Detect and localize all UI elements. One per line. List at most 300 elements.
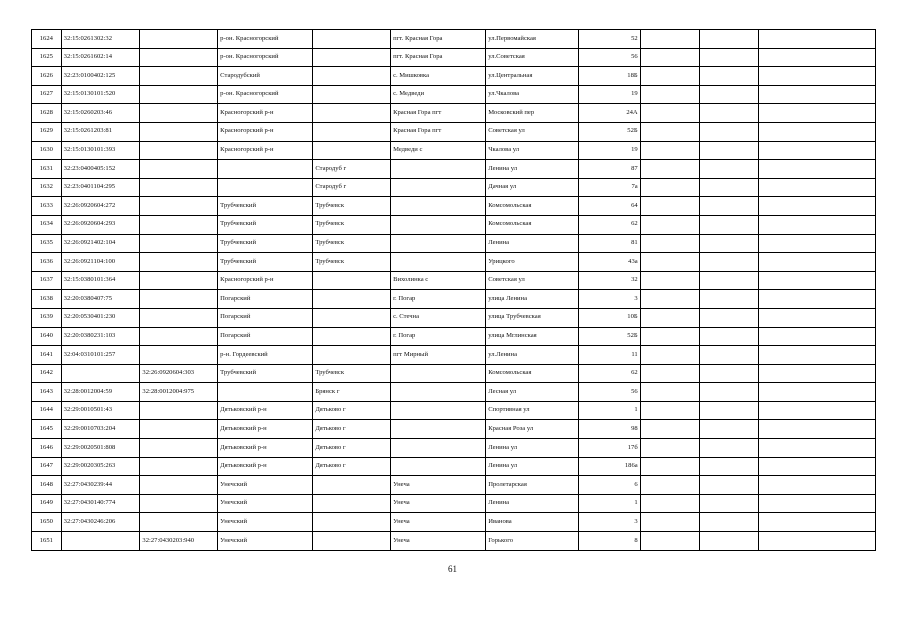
street-cell: ул.Центральная (486, 67, 579, 86)
table-body (32, 30, 876, 551)
row-number-cell: 1626 (32, 67, 62, 86)
settlement-cell: г. Погар (391, 290, 486, 309)
city-cell: Дятьково г (313, 457, 391, 476)
extra-col-2-cell (700, 346, 759, 365)
extra-col-1-cell (640, 253, 699, 272)
building-number-cell: 56 (579, 48, 640, 67)
cadastral-number-cell: 32:15:0260203:46 (61, 104, 140, 123)
table-row (32, 494, 876, 513)
street-cell: Урицкого (486, 253, 579, 272)
table-row (32, 327, 876, 346)
street-cell: Лесная ул (486, 383, 579, 402)
cadastral-number-2-cell (140, 401, 218, 420)
city-cell (313, 290, 391, 309)
extra-col-3-cell (759, 104, 876, 123)
row-number-cell: 1643 (32, 383, 62, 402)
table-row (32, 457, 876, 476)
city-cell: Брянск г (313, 383, 391, 402)
cadastral-number-2-cell: 32:27:0430203:940 (140, 532, 218, 551)
extra-col-2-cell (700, 439, 759, 458)
city-cell (313, 327, 391, 346)
building-number-cell: 62 (579, 364, 640, 383)
extra-col-3-cell (759, 122, 876, 141)
district-cell: Трубчевский (218, 215, 313, 234)
city-cell (313, 104, 391, 123)
district-cell: Дятьковский р-н (218, 401, 313, 420)
building-number-cell: 19 (579, 85, 640, 104)
extra-col-3-cell (759, 327, 876, 346)
extra-col-2-cell (700, 383, 759, 402)
street-cell: улица Мглинская (486, 327, 579, 346)
cadastral-number-2-cell (140, 197, 218, 216)
city-cell: Дятьково г (313, 401, 391, 420)
settlement-cell: Унеча (391, 532, 486, 551)
cadastral-number-2-cell (140, 30, 218, 49)
district-cell: Трубчевский (218, 197, 313, 216)
cadastral-number-cell: 32:15:0380101:364 (61, 271, 140, 290)
row-number-cell: 1627 (32, 85, 62, 104)
building-number-cell: 52 (579, 30, 640, 49)
street-cell: Красная Роза ул (486, 420, 579, 439)
table-row (32, 197, 876, 216)
table-row (32, 476, 876, 495)
building-number-cell: 43а (579, 253, 640, 272)
district-cell: Красногорский р-н (218, 271, 313, 290)
building-number-cell: 98 (579, 420, 640, 439)
building-number-cell: 17б (579, 439, 640, 458)
row-number-cell: 1625 (32, 48, 62, 67)
table-row (32, 401, 876, 420)
row-number-cell: 1651 (32, 532, 62, 551)
city-cell (313, 141, 391, 160)
street-cell: Комсомольская (486, 215, 579, 234)
city-cell (313, 346, 391, 365)
city-cell (313, 513, 391, 532)
extra-col-1-cell (640, 476, 699, 495)
extra-col-3-cell (759, 308, 876, 327)
street-cell: Комсомольская (486, 364, 579, 383)
extra-col-3-cell (759, 401, 876, 420)
extra-col-3-cell (759, 532, 876, 551)
cadastral-number-cell: 32:26:0921104:100 (61, 253, 140, 272)
city-cell: Трубчевск (313, 197, 391, 216)
cadastral-number-2-cell (140, 513, 218, 532)
extra-col-2-cell (700, 476, 759, 495)
street-cell: ул.Первомайская (486, 30, 579, 49)
extra-col-3-cell (759, 513, 876, 532)
cadastral-number-2-cell (140, 439, 218, 458)
extra-col-2-cell (700, 234, 759, 253)
row-number-cell: 1647 (32, 457, 62, 476)
cadastral-number-cell: 32:23:0400405:152 (61, 160, 140, 179)
table-row (32, 290, 876, 309)
cadastral-number-2-cell (140, 290, 218, 309)
district-cell: Унечский (218, 476, 313, 495)
street-cell: улица Ленина (486, 290, 579, 309)
cadastral-number-2-cell (140, 122, 218, 141)
street-cell: ул.Чкалова (486, 85, 579, 104)
cadastral-number-cell: 32:23:0100402:125 (61, 67, 140, 86)
extra-col-1-cell (640, 178, 699, 197)
street-cell: Ленина (486, 494, 579, 513)
table-row (32, 513, 876, 532)
settlement-cell: пгт. Красная Гора (391, 30, 486, 49)
settlement-cell: г. Погар (391, 327, 486, 346)
city-cell: Трубчевск (313, 253, 391, 272)
extra-col-2-cell (700, 197, 759, 216)
street-cell: Советская ул (486, 271, 579, 290)
row-number-cell: 1638 (32, 290, 62, 309)
extra-col-2-cell (700, 178, 759, 197)
settlement-cell (391, 178, 486, 197)
row-number-cell: 1645 (32, 420, 62, 439)
table-row (32, 420, 876, 439)
table-row (32, 532, 876, 551)
extra-col-2-cell (700, 457, 759, 476)
cadastral-number-cell: 32:15:0261302:32 (61, 30, 140, 49)
table-row (32, 346, 876, 365)
street-cell: Чкалова ул (486, 141, 579, 160)
cadastral-number-2-cell (140, 141, 218, 160)
cadastral-number-2-cell (140, 420, 218, 439)
cadastral-number-cell (61, 364, 140, 383)
cadastral-number-2-cell (140, 85, 218, 104)
building-number-cell: 10Б (579, 308, 640, 327)
city-cell (313, 271, 391, 290)
extra-col-2-cell (700, 327, 759, 346)
street-cell: Пролетарская (486, 476, 579, 495)
extra-col-2-cell (700, 30, 759, 49)
district-cell: р-он. Красногорский (218, 85, 313, 104)
row-number-cell: 1624 (32, 30, 62, 49)
cadastral-number-2-cell (140, 308, 218, 327)
street-cell: Ленина ул (486, 457, 579, 476)
building-number-cell: 32 (579, 271, 640, 290)
city-cell (313, 30, 391, 49)
table-row (32, 178, 876, 197)
table-row (32, 271, 876, 290)
extra-col-3-cell (759, 215, 876, 234)
extra-col-1-cell (640, 85, 699, 104)
extra-col-3-cell (759, 420, 876, 439)
settlement-cell: пгт Мирный (391, 346, 486, 365)
settlement-cell (391, 457, 486, 476)
settlement-cell (391, 401, 486, 420)
cadastral-number-2-cell (140, 48, 218, 67)
extra-col-1-cell (640, 271, 699, 290)
building-number-cell: 56 (579, 383, 640, 402)
building-number-cell: 11 (579, 346, 640, 365)
extra-col-1-cell (640, 401, 699, 420)
row-number-cell: 1633 (32, 197, 62, 216)
table-row (32, 30, 876, 49)
extra-col-2-cell (700, 364, 759, 383)
table-row (32, 383, 876, 402)
cadastral-number-cell: 32:15:0261602:14 (61, 48, 140, 67)
district-cell (218, 178, 313, 197)
row-number-cell: 1640 (32, 327, 62, 346)
row-number-cell: 1639 (32, 308, 62, 327)
settlement-cell: с. Стечна (391, 308, 486, 327)
street-cell: Спортивная ул (486, 401, 579, 420)
row-number-cell: 1632 (32, 178, 62, 197)
table-row (32, 141, 876, 160)
table-row (32, 104, 876, 123)
extra-col-3-cell (759, 253, 876, 272)
settlement-cell (391, 420, 486, 439)
settlement-cell: с. Мишковка (391, 67, 486, 86)
district-cell: Погарский (218, 327, 313, 346)
extra-col-1-cell (640, 215, 699, 234)
extra-col-3-cell (759, 234, 876, 253)
cadastral-number-cell: 32:15:0261203:81 (61, 122, 140, 141)
street-cell: Дачная ул (486, 178, 579, 197)
district-cell: Погарский (218, 290, 313, 309)
settlement-cell (391, 197, 486, 216)
page-number: 61 (448, 564, 457, 574)
cadastral-number-2-cell (140, 104, 218, 123)
extra-col-3-cell (759, 30, 876, 49)
district-cell: Стародубский (218, 67, 313, 86)
extra-col-1-cell (640, 327, 699, 346)
district-cell: Унечский (218, 532, 313, 551)
table-row (32, 160, 876, 179)
row-number-cell: 1631 (32, 160, 62, 179)
street-cell: ул.Ленина (486, 346, 579, 365)
street-cell: Московский пер (486, 104, 579, 123)
cadastral-number-cell: 32:29:0020501:808 (61, 439, 140, 458)
register-table (31, 29, 876, 551)
extra-col-1-cell (640, 383, 699, 402)
building-number-cell: 52Б (579, 122, 640, 141)
extra-col-1-cell (640, 457, 699, 476)
street-cell: Ленина (486, 234, 579, 253)
cadastral-number-cell: 32:26:0920604:272 (61, 197, 140, 216)
extra-col-1-cell (640, 532, 699, 551)
extra-col-2-cell (700, 48, 759, 67)
city-cell (313, 67, 391, 86)
building-number-cell: 62 (579, 215, 640, 234)
table-row (32, 253, 876, 272)
cadastral-number-cell: 32:27:0430140:774 (61, 494, 140, 513)
extra-col-1-cell (640, 122, 699, 141)
settlement-cell: Унеча (391, 494, 486, 513)
district-cell: Красногорский р-н (218, 122, 313, 141)
cadastral-number-2-cell (140, 178, 218, 197)
city-cell: Дятьково г (313, 420, 391, 439)
building-number-cell: 52Б (579, 327, 640, 346)
building-number-cell: 186а (579, 457, 640, 476)
city-cell (313, 85, 391, 104)
extra-col-2-cell (700, 290, 759, 309)
city-cell: Стародуб г (313, 178, 391, 197)
district-cell: р-он. Красногорский (218, 30, 313, 49)
cadastral-number-2-cell (140, 67, 218, 86)
extra-col-2-cell (700, 420, 759, 439)
extra-col-3-cell (759, 364, 876, 383)
row-number-cell: 1644 (32, 401, 62, 420)
extra-col-1-cell (640, 364, 699, 383)
settlement-cell: Красная Гора пгт (391, 104, 486, 123)
extra-col-1-cell (640, 346, 699, 365)
cadastral-number-cell: 32:20:0380407:75 (61, 290, 140, 309)
settlement-cell (391, 215, 486, 234)
building-number-cell: 1 (579, 401, 640, 420)
extra-col-3-cell (759, 178, 876, 197)
cadastral-number-2-cell (140, 494, 218, 513)
city-cell (313, 476, 391, 495)
cadastral-number-cell: 32:27:0430239:44 (61, 476, 140, 495)
extra-col-2-cell (700, 85, 759, 104)
row-number-cell: 1629 (32, 122, 62, 141)
row-number-cell: 1637 (32, 271, 62, 290)
city-cell (313, 48, 391, 67)
district-cell (218, 383, 313, 402)
extra-col-1-cell (640, 30, 699, 49)
city-cell: Стародуб г (313, 160, 391, 179)
extra-col-3-cell (759, 197, 876, 216)
city-cell (313, 532, 391, 551)
street-cell: Ленина ул (486, 160, 579, 179)
extra-col-3-cell (759, 457, 876, 476)
extra-col-2-cell (700, 253, 759, 272)
district-cell: Трубчевский (218, 253, 313, 272)
district-cell: р-н. Гордеевский (218, 346, 313, 365)
building-number-cell: 64 (579, 197, 640, 216)
extra-col-1-cell (640, 439, 699, 458)
extra-col-2-cell (700, 122, 759, 141)
cadastral-number-2-cell (140, 346, 218, 365)
district-cell: Красногорский р-н (218, 141, 313, 160)
row-number-cell: 1635 (32, 234, 62, 253)
extra-col-2-cell (700, 532, 759, 551)
building-number-cell: 18Б (579, 67, 640, 86)
extra-col-1-cell (640, 141, 699, 160)
extra-col-2-cell (700, 494, 759, 513)
row-number-cell: 1641 (32, 346, 62, 365)
cadastral-number-2-cell (140, 160, 218, 179)
cadastral-number-2-cell: 32:28:0012004:975 (140, 383, 218, 402)
cadastral-number-2-cell (140, 457, 218, 476)
settlement-cell (391, 383, 486, 402)
cadastral-number-cell: 32:20:0530401:230 (61, 308, 140, 327)
extra-col-3-cell (759, 67, 876, 86)
settlement-cell: Унеча (391, 476, 486, 495)
extra-col-2-cell (700, 401, 759, 420)
settlement-cell: пгт. Красная Гора (391, 48, 486, 67)
settlement-cell (391, 364, 486, 383)
building-number-cell: 7а (579, 178, 640, 197)
row-number-cell: 1634 (32, 215, 62, 234)
cadastral-number-cell: 32:04:0310101:257 (61, 346, 140, 365)
extra-col-3-cell (759, 383, 876, 402)
row-number-cell: 1648 (32, 476, 62, 495)
extra-col-2-cell (700, 160, 759, 179)
district-cell (218, 160, 313, 179)
district-cell: Красногорский р-н (218, 104, 313, 123)
settlement-cell (391, 439, 486, 458)
table-row (32, 67, 876, 86)
cadastral-number-cell (61, 532, 140, 551)
cadastral-number-2-cell (140, 215, 218, 234)
cadastral-number-2-cell (140, 327, 218, 346)
cadastral-number-cell: 32:26:0921402:104 (61, 234, 140, 253)
extra-col-1-cell (640, 104, 699, 123)
district-cell: Трубчевский (218, 234, 313, 253)
street-cell: Комсомольская (486, 197, 579, 216)
building-number-cell: 24А (579, 104, 640, 123)
building-number-cell: 81 (579, 234, 640, 253)
district-cell: Погарский (218, 308, 313, 327)
extra-col-1-cell (640, 308, 699, 327)
cadastral-number-cell: 32:26:0920604:293 (61, 215, 140, 234)
district-cell: Унечский (218, 513, 313, 532)
row-number-cell: 1628 (32, 104, 62, 123)
row-number-cell: 1650 (32, 513, 62, 532)
settlement-cell: Медведи с (391, 141, 486, 160)
extra-col-1-cell (640, 234, 699, 253)
extra-col-1-cell (640, 420, 699, 439)
building-number-cell: 1 (579, 494, 640, 513)
building-number-cell: 3 (579, 513, 640, 532)
city-cell: Трубчевск (313, 215, 391, 234)
table-row (32, 364, 876, 383)
settlement-cell (391, 234, 486, 253)
extra-col-3-cell (759, 160, 876, 179)
city-cell (313, 308, 391, 327)
extra-col-2-cell (700, 215, 759, 234)
row-number-cell: 1636 (32, 253, 62, 272)
city-cell (313, 494, 391, 513)
extra-col-2-cell (700, 513, 759, 532)
building-number-cell: 6 (579, 476, 640, 495)
extra-col-3-cell (759, 290, 876, 309)
district-cell: Дятьковский р-н (218, 457, 313, 476)
row-number-cell: 1646 (32, 439, 62, 458)
extra-col-1-cell (640, 48, 699, 67)
cadastral-number-cell: 32:29:0010501:43 (61, 401, 140, 420)
table-row (32, 439, 876, 458)
extra-col-3-cell (759, 85, 876, 104)
extra-col-2-cell (700, 104, 759, 123)
district-cell: Дятьковский р-н (218, 439, 313, 458)
extra-col-1-cell (640, 197, 699, 216)
cadastral-number-cell: 32:29:0010703:204 (61, 420, 140, 439)
city-cell: Трубчевск (313, 364, 391, 383)
cadastral-number-2-cell (140, 234, 218, 253)
table-row (32, 48, 876, 67)
building-number-cell: 3 (579, 290, 640, 309)
settlement-cell: с. Медведи (391, 85, 486, 104)
extra-col-3-cell (759, 494, 876, 513)
building-number-cell: 8 (579, 532, 640, 551)
street-cell: Горького (486, 532, 579, 551)
extra-col-1-cell (640, 160, 699, 179)
cadastral-number-cell: 32:29:0020305:263 (61, 457, 140, 476)
extra-col-2-cell (700, 308, 759, 327)
street-cell: ул.Советская (486, 48, 579, 67)
city-cell (313, 122, 391, 141)
extra-col-3-cell (759, 346, 876, 365)
cadastral-number-2-cell: 32:26:0920604:303 (140, 364, 218, 383)
cadastral-number-2-cell (140, 253, 218, 272)
cadastral-number-2-cell (140, 476, 218, 495)
row-number-cell: 1642 (32, 364, 62, 383)
street-cell: Иванова (486, 513, 579, 532)
extra-col-3-cell (759, 439, 876, 458)
street-cell: улица Трубчевская (486, 308, 579, 327)
extra-col-2-cell (700, 67, 759, 86)
